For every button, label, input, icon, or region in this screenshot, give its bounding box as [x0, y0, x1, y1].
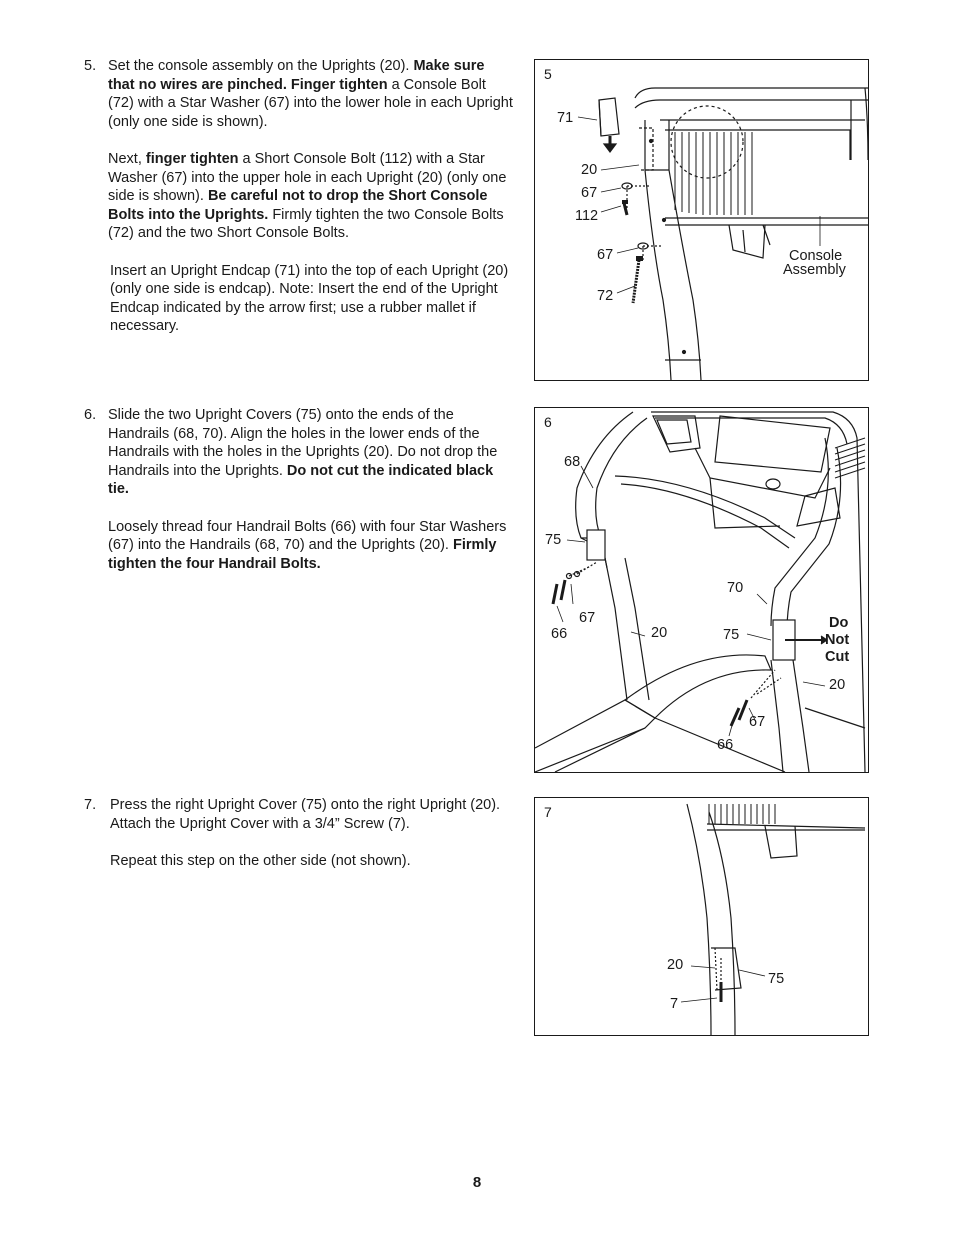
text-run-bold: Make sure that no wires are pinched. Finger tighten — [108, 58, 485, 93]
figure-6 — [534, 407, 869, 773]
text-run: a Console Bolt (72) with a Star Washer (67) into the lower hole in each Upright (only one side is shown). — [108, 76, 513, 130]
step-body — [108, 406, 514, 573]
callout-72: 72 — [597, 288, 614, 304]
callout-67: 67 — [581, 185, 598, 201]
text-run: Loosely thread four Handrail Bolts (66) with four Star Washers (67) into the Handrails (68, 70) and the Uprights (20). — [108, 518, 507, 554]
figure-7 — [534, 797, 869, 1036]
callout-75: 75 — [768, 971, 785, 987]
figure-number: 5 — [544, 66, 552, 82]
callout-66: 66 — [717, 737, 734, 753]
step-body-inset — [110, 262, 514, 336]
text-run-bold: Be careful not to drop the Short Console Bolts into the Uprights. — [108, 188, 488, 223]
page-number: 8 — [472, 1174, 482, 1191]
text-run: a Short Console Bolt (112) with a Star Washer (67) into the upper hole in each Upright (20) (only one side is shown). — [108, 150, 507, 205]
callout-75: 75 — [545, 532, 562, 548]
step-paragraph — [108, 518, 514, 574]
callout-71: 71 — [557, 110, 574, 126]
step-number: 6. — [84, 407, 97, 423]
text-run: Firmly tighten the two Console Bolts (72) and the two Short Console Bolts. — [108, 206, 504, 242]
step-5 — [84, 57, 514, 355]
step-paragraph — [110, 262, 514, 336]
figure-5 — [534, 59, 869, 381]
handrail-assembly-drawing — [535, 408, 868, 772]
step-number: 7. — [84, 797, 97, 813]
callout-not: Not — [825, 632, 850, 648]
callout-112: 112 — [575, 208, 599, 224]
callout-67: 67 — [579, 610, 596, 626]
step-6 — [84, 406, 514, 592]
figure-number: 7 — [544, 804, 552, 820]
text-run: Slide the two Upright Covers (75) onto the ends of the Handrails (68, 70). Align the holes in the lower ends of the Handrails with the holes in the Uprights (20). Do not drop the Handrails into the Uprights. — [108, 407, 498, 479]
text-run: Next, — [108, 150, 146, 167]
callout-67: 67 — [749, 714, 766, 730]
console-vents — [835, 438, 865, 478]
callout-68: 68 — [564, 454, 581, 470]
text-run-bold: finger tighten — [145, 150, 239, 167]
console-vents — [675, 132, 752, 215]
callout-70: 70 — [727, 580, 744, 596]
text-run: Set the console assembly on the Uprights (20). — [108, 58, 414, 74]
callout-20: 20 — [667, 957, 684, 973]
callout-75: 75 — [723, 627, 740, 643]
callout-7: 7 — [670, 996, 679, 1012]
text-run-bold: Firmly tighten the four Handrail Bolts. — [108, 537, 497, 572]
step-body — [110, 796, 514, 870]
callout-assembly: Assembly — [783, 262, 846, 278]
step-7 — [84, 796, 514, 889]
text-run: Repeat this step on the other side (not shown). — [110, 852, 411, 869]
text-run-bold: Do not cut the indicated black tie. — [108, 462, 494, 498]
step-body — [108, 57, 514, 243]
callout-cut: Cut — [825, 649, 850, 665]
step-paragraph — [110, 796, 514, 833]
step-paragraph — [110, 852, 514, 871]
callout-20: 20 — [651, 625, 668, 641]
step-paragraph — [108, 150, 514, 243]
text-run: Insert an Upright Endcap (71) into the top of each Upright (20) (only one side is endcap). Note: Insert the end of the Upright Endcap indicated by the arrow first; use a rubber mallet if necessary. — [110, 262, 509, 335]
callout-do: Do — [829, 615, 849, 631]
upright-cover-drawing — [535, 798, 868, 1035]
step-number: 5. — [84, 58, 97, 74]
callout-67: 67 — [597, 247, 614, 263]
callout-66: 66 — [551, 626, 568, 642]
figure-number: 6 — [544, 414, 552, 430]
callout-20: 20 — [829, 677, 846, 693]
callout-console: Console — [789, 248, 843, 264]
text-run: Press the right Upright Cover (75) onto the right Upright (20). Attach the Upright Cover with a 3/4” Screw (7). — [110, 797, 501, 832]
step-paragraph — [108, 406, 514, 499]
console-assembly-drawing — [535, 60, 868, 380]
console-vents — [709, 804, 775, 824]
callout-20: 20 — [581, 162, 598, 178]
step-paragraph — [108, 57, 514, 131]
